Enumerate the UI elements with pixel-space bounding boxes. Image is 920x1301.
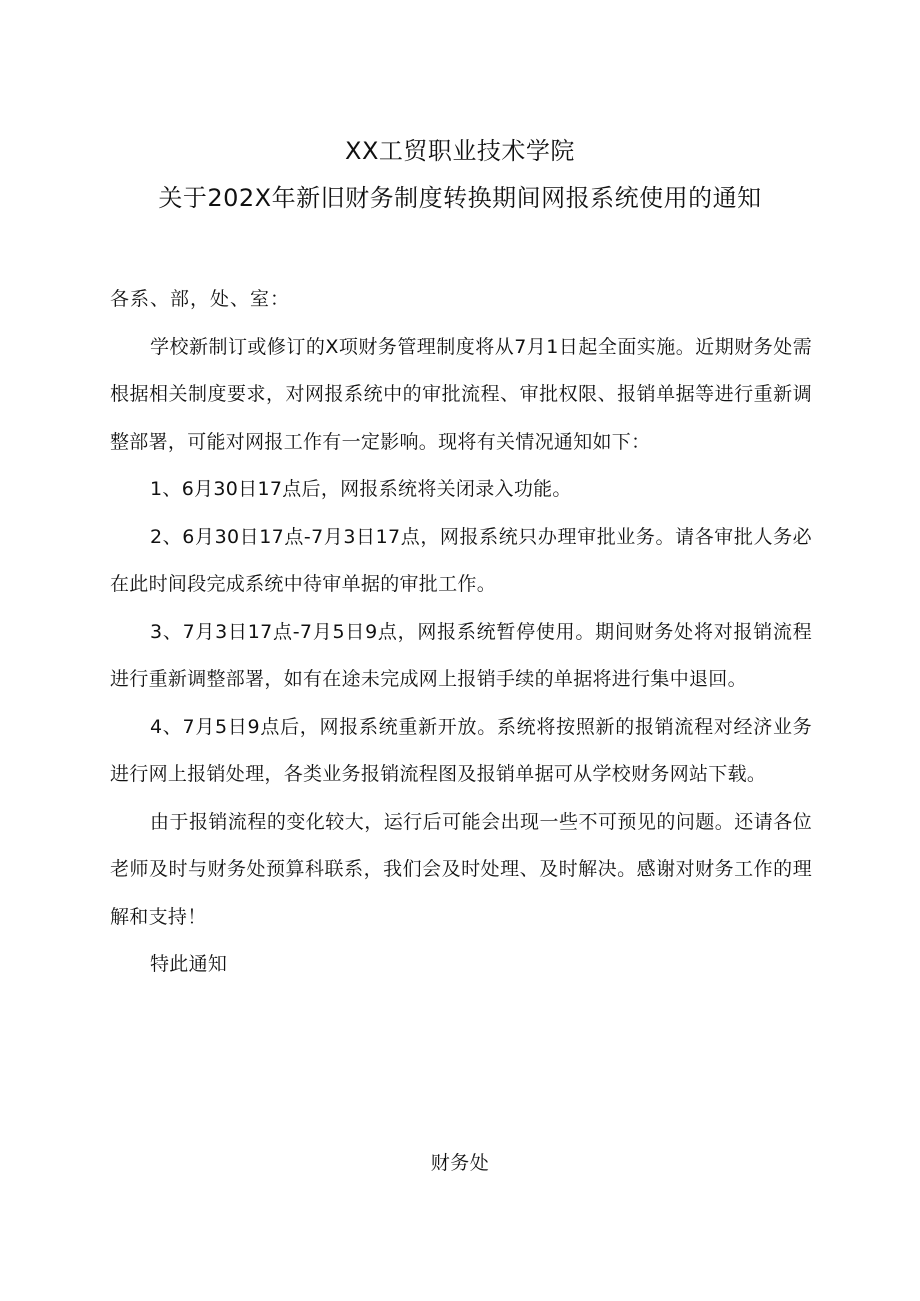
- item-2-paragraph: 2、6月30日17点-7月3日17点，网报系统只办理审批业务。请各审批人务必在此时间段完成系统中待审单据的审批工作。: [110, 525, 812, 595]
- closing-paragraph: 由于报销流程的变化较大，运行后可能会出现一些不可预见的问题。还请各位老师及时与财务处预算科联系，我们会及时处理、及时解决。感谢对财务工作的理解和支持！: [110, 810, 812, 928]
- issuer-signature: 财务处: [430, 1152, 490, 1174]
- notice-closing: 特此通知: [150, 953, 228, 975]
- item-1-paragraph: 1、6月30日17点后，网报系统将关闭录入功能。: [150, 478, 572, 500]
- notice-title: 关于202X年新旧财务制度转换期间网报系统使用的通知: [158, 184, 762, 212]
- intro-paragraph: 学校新制订或修订的X项财务管理制度将从7月1日起全面实施。近期财务处需根据相关制度要求，对网报系统中的审批流程、审批权限、报销单据等进行重新调整部署，可能对网报工作有一定影响。现将有关情况通知如下：: [110, 335, 812, 453]
- item-4-paragraph: 4、7月5日9点后，网报系统重新开放。系统将按照新的报销流程对经济业务进行网上报销处理，各类业务报销流程图及报销单据可从学校财务网站下载。: [110, 715, 812, 785]
- salutation: 各系、部，处、室：: [110, 288, 291, 310]
- institution-title: XX工贸职业技术学院: [345, 137, 575, 165]
- item-3-paragraph: 3、7月3日17点-7月5日9点，网报系统暂停使用。期间财务处将对报销流程进行重新调整部署，如有在途未完成网上报销手续的单据将进行集中退回。: [110, 620, 812, 690]
- notice-body: [110, 276, 812, 989]
